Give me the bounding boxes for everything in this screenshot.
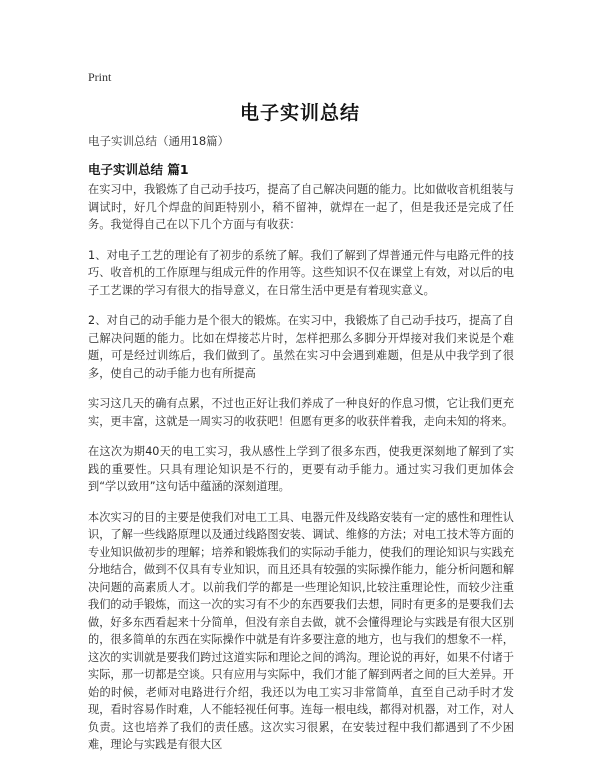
section-title: 电子实训总结 篇1 (88, 162, 189, 177)
document-title: 电子实训总结 (239, 102, 360, 124)
paragraph-5: 在这次为期40天的电工实习，我从感性上学到了很多东西，使我更深刻地了解到了实践的重要性。只具有理论知识是不行的，更要有动手能力。通过实习我们更加体会到“学以致用”这句话中蕴涵的深刻道理。 (88, 445, 514, 493)
paragraph-3: 2、对自己的动手能力是个很大的锻炼。在实习中，我锻炼了自己动手技巧，提高了自己解决问题的能力。比如在焊接芯片时，怎样把那么多脚分开焊接对我们来说是个难题，可是经过训练后，我们做到了。虽然在实习中会遇到难题，但是从中我学到了很多，使自己的动手能力也有所提高 (88, 314, 514, 380)
print-label: Print (88, 70, 112, 84)
paragraph-6: 本次实习的目的主要是使我们对电工工具、电器元件及线路安装有一定的感性和理性认识，了解一些线路原理以及通过线路图安装、调试、维修的方法；对电工技术等方面的专业知识做初步的理解；培养和锻炼我们的实际动手能力，使我们的理论知识与实践充分地结合，做到不仅具有专业知识，而且还具有较强的实际操作能力，能分析问题和解决问题的高素质人才。以前我们学的都是一些理论知识,比较注重理论性，而较少注重我们的动手锻炼，而这一次的实习有不少的东西要我们去想，同时有更多的是要我们去做，好多东西看起来十分简单，但没有亲自去做，就不会懂得理论与实践是有很大区别的，很多简单的东西在实际操作中就是有许多要注意的地方，也与我们的想象不一样，这次的实训就是要我们跨过这道实际和理论之间的鸿沟。理论说的再好，如果不付诸于实际，那一切都是空谈。只有应用与实际中，我们才能了解到两者之间的巨大差异。开始的时候，老师对电路进行介绍，我还以为电工实习非常简单，直至自己动手时才发现，看时容易作时难，人不能轻视任何事。连每一根电线，都得对机器，对工作，对人负责。这也培养了我们的责任感。这次实习很累，在安装过程中我们都遇到了不少困难，理论与实践是有很大区 (88, 510, 514, 751)
paragraph-4: 实习这几天的确有点累，不过也正好让我们养成了一种良好的作息习惯，它让我们更充实，更丰富，这就是一周实习的收获吧！但愿有更多的收获伴着我，走向未知的将来。 (88, 397, 514, 428)
paragraph-1: 在实习中，我锻炼了自己动手技巧，提高了自己解决问题的能力。比如做收音机组装与调试时，好几个焊盘的间距特别小，稍不留神，就焊在一起了，但是我还是完成了任务。我觉得自己在以下几个方面与有收获： (88, 183, 514, 231)
document-subtitle: 电子实训总结（通用18篇） (88, 134, 230, 148)
document-body (88, 181, 514, 767)
paragraph-2: 1、对电子工艺的理论有了初步的系统了解。我们了解到了焊普通元件与电路元件的技巧、收音机的工作原理与组成元件的作用等。这些知识不仅在课堂上有效，对以后的电子工艺课的学习有很大的指导意义，在日常生活中更是有着现实意义。 (88, 248, 514, 297)
